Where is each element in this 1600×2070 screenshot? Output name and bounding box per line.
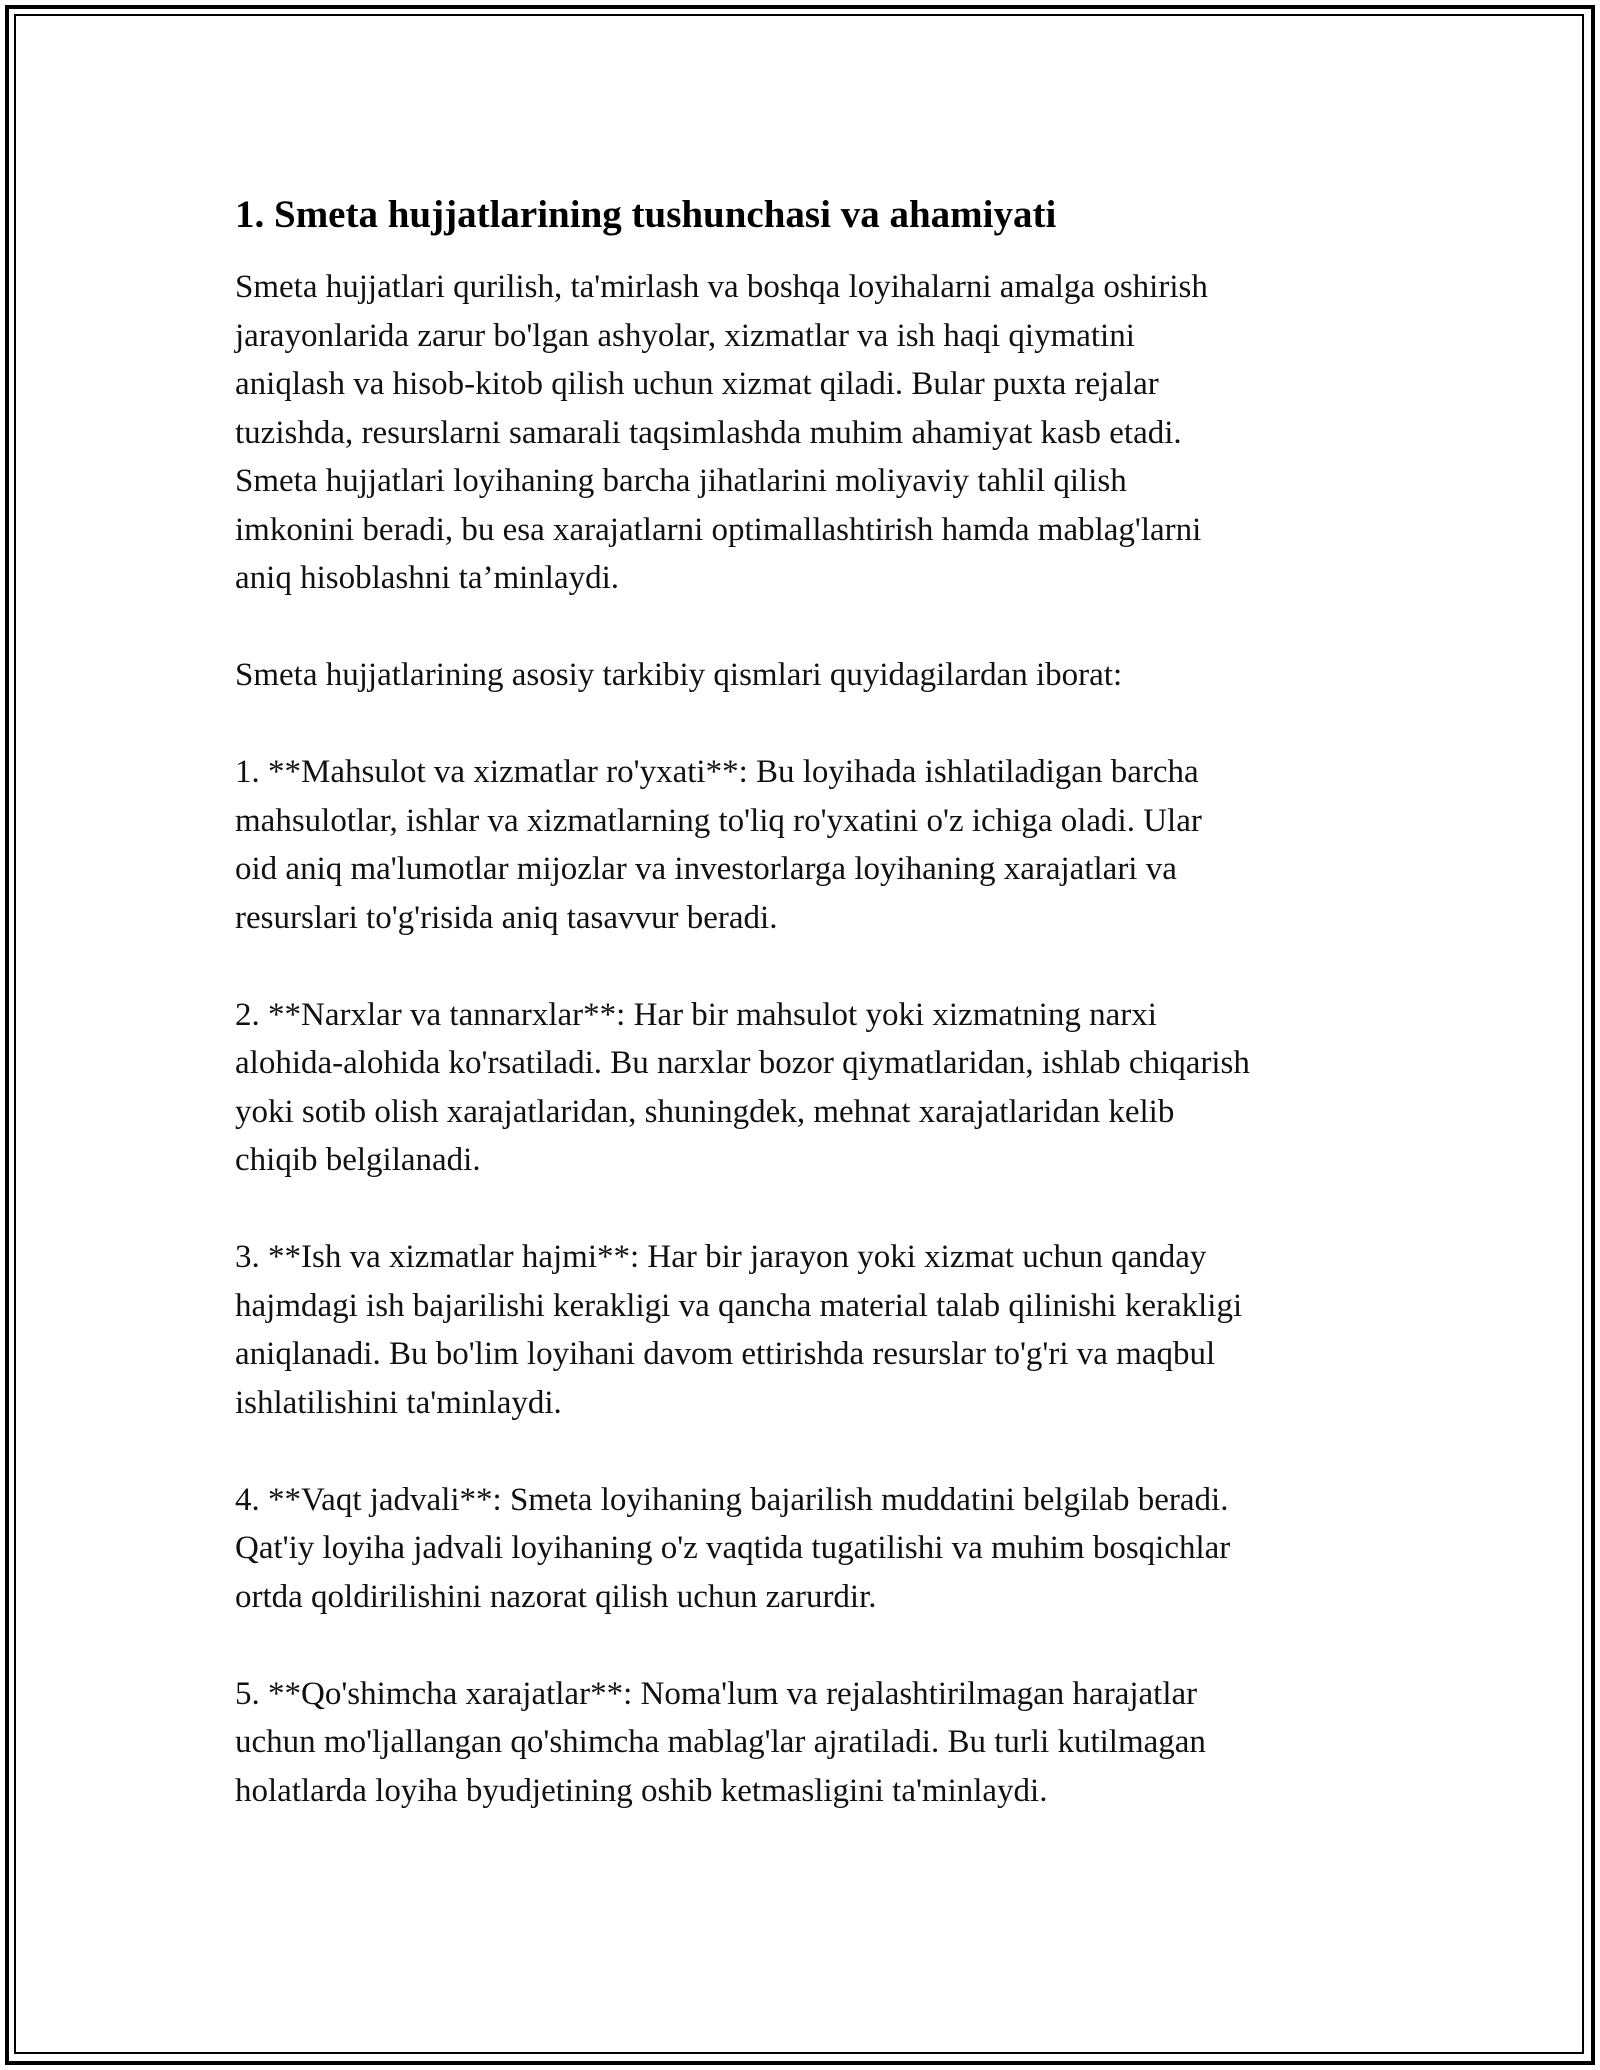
document-body	[235, 180, 1415, 1815]
list-item-prices-costs: 2. **Narxlar va tannarxlar**: Har bir mahsulot yoki xizmatning narxi alohida-alohida ko'rsatiladi. Bu narxlar bozor qiymatlaridan, ishlab chiqarish yoki sotib olish xarajatlaridan, shuningdek, mehnat xarajatlaridan kelib chiqib belgilanadi.	[235, 996, 1250, 1178]
list-item-schedule: 4. **Vaqt jadvali**: Smeta loyihaning bajarilish muddatini belgilab beradi. Qat'iy loyiha jadvali loyihaning o'z vaqtida tugatilishi va muhim bosqichlar ortda qoldirilishini nazorat qilish uchun zarurdir.	[235, 1481, 1231, 1615]
list-item-products-services: 1. **Mahsulot va xizmatlar ro'yxati**: Bu loyihada ishlatiladigan barcha mahsulotlar, ishlar va xizmatlarning to'liq ro'yxatini o'z ichiga oladi. Ular oid aniq ma'lumotlar mijozlar va investorlarga loyihaning xarajatlari va resurslari to'g'risida aniq tasavvur beradi.	[235, 754, 1202, 936]
list-item-additional-costs: 5. **Qo'shimcha xarajatlar**: Noma'lum va rejalashtirilmagan harajatlar uchun mo'ljallangan qo'shimcha mablag'lar ajratiladi. Bu turli kutilmagan holatlarda loyiha byudjetining oshib ketmasligini ta'minlaydi.	[235, 1675, 1206, 1809]
components-lead-paragraph: Smeta hujjatlarining asosiy tarkibiy qismlari quyidagilardan iborat:	[235, 657, 1123, 693]
list-item-work-volume: 3. **Ish va xizmatlar hajmi**: Har bir jarayon yoki xizmat uchun qanday hajmdagi ish bajarilishi kerakligi va qancha material talab qilinishi kerakligi aniqlanadi. Bu bo'lim loyihani davom ettirishda resurslar to'g'ri va maqbul ishlatilishini ta'minlaydi.	[235, 1239, 1243, 1421]
section-heading: 1. Smeta hujjatlarining tushunchasi va ahamiyati	[235, 193, 1057, 236]
intro-paragraph: Smeta hujjatlari qurilish, ta'mirlash va boshqa loyihalarni amalga oshirish jarayonlarida zarur bo'lgan ashyolar, xizmatlar va ish haqi qiymatini aniqlash va hisob-kitob qilish uchun xizmat qiladi. Bular puxta rejalar tuzishda, resurslarni samarali taqsimlashda muhim ahamiyat kasb etadi. Smeta hujjatlari loyihaning barcha jihatlarini moliyaviy tahlil qilish imkonini beradi, bu esa xarajatlarni optimallashtirish hamda mablag'larni aniq hisoblashni ta’minlaydi.	[235, 269, 1208, 596]
